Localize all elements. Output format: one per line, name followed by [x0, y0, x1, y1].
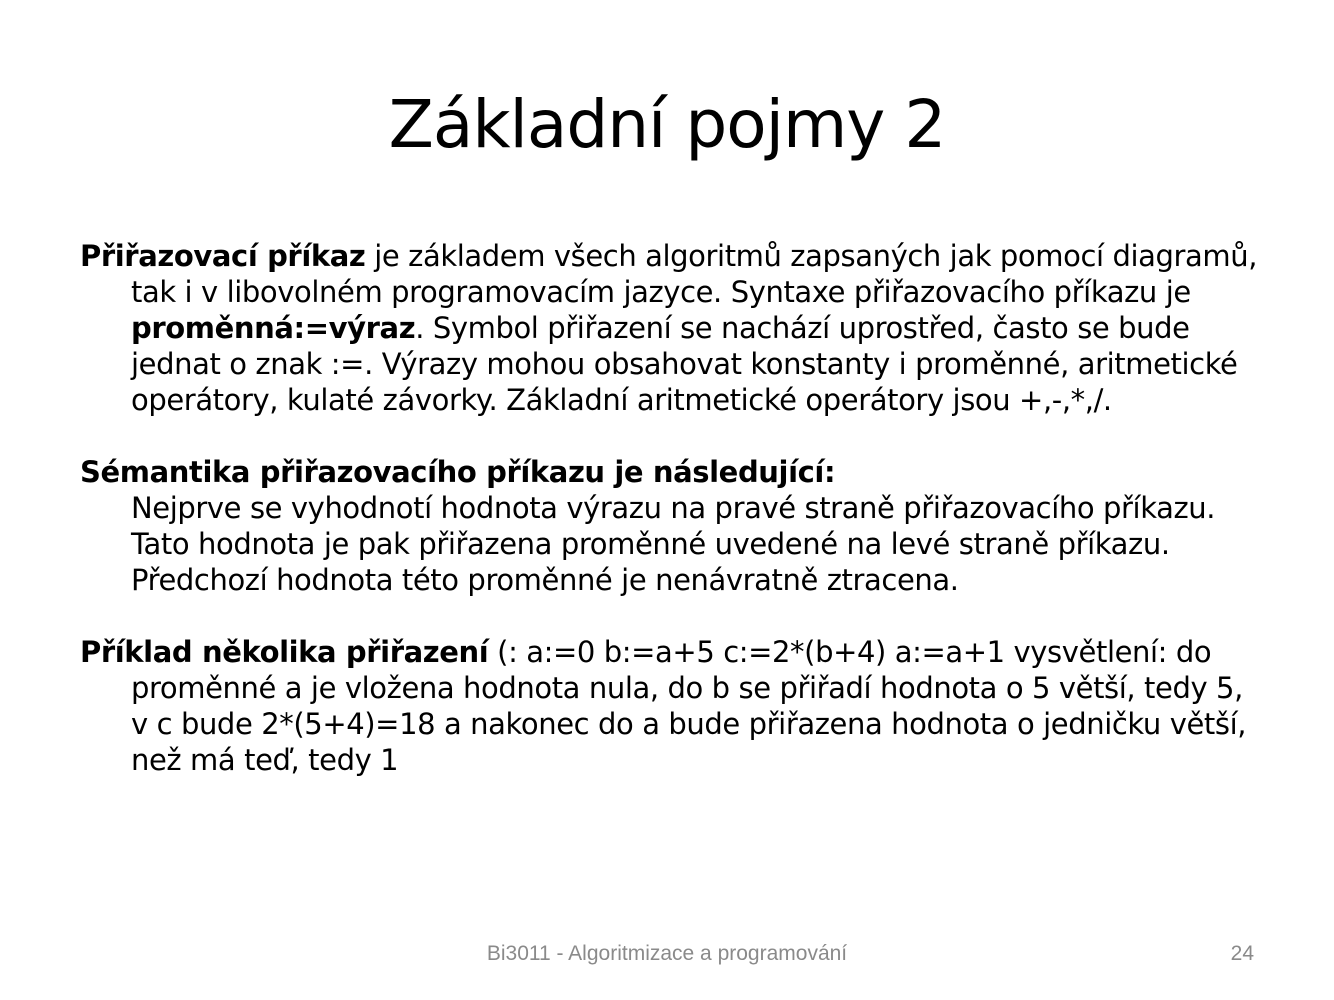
footer-page-number: 24 — [1230, 942, 1254, 965]
paragraph-text: je základem všech algoritmů zapsaných jak pomocí diagramů, tak i v libovolném programovacím jazyce. Syntaxe přiřazovacího příkazu je — [131, 239, 1258, 309]
paragraph-example — [80, 634, 1265, 778]
paragraph-assignment-statement — [80, 238, 1265, 418]
syntax-expression: proměnná:=výraz — [131, 311, 416, 345]
paragraph-text: Nejprve se vyhodnotí hodnota výrazu na pravé straně přiřazovacího příkazu. Tato hodnota je pak přiřazena proměnné uvedené na levé straně příkazu. Předchozí hodnota této proměnné je nenávratně ztracena. — [131, 491, 1216, 597]
term-semantics: Sémantika přiřazovacího příkazu je následující: — [80, 455, 836, 489]
slide-body — [80, 238, 1265, 814]
paragraph-text: (: a:=0 b:=a+5 c:=2*(b+4) a:=a+1 vysvětlení: do proměnné a je vložena hodnota nula, do b se přiřadí hodnota o 5 větší, tedy 5, v c bude 2*(5+4)=18 a nakonec do a bude přiřazena hodnota o jedničku větší, než má teď, tedy 1 — [131, 635, 1247, 777]
term-example: Příklad několika přiřazení — [80, 635, 489, 669]
paragraph-semantics — [80, 454, 1265, 598]
term-assignment-statement: Přiřazovací příkaz — [80, 239, 366, 273]
footer-course-name: Bi3011 - Algoritmizace a programování — [486, 942, 848, 965]
paragraph-text: . Symbol přiřazení se nachází uprostřed, často se bude jednat o znak :=. Výrazy mohou obsahovat konstanty i proměnné, aritmetické operátory, kulaté závorky. Základní aritmetické operátory jsou +,-,*,/. — [131, 311, 1238, 417]
slide-title: Základní pojmy 2 — [388, 86, 946, 163]
